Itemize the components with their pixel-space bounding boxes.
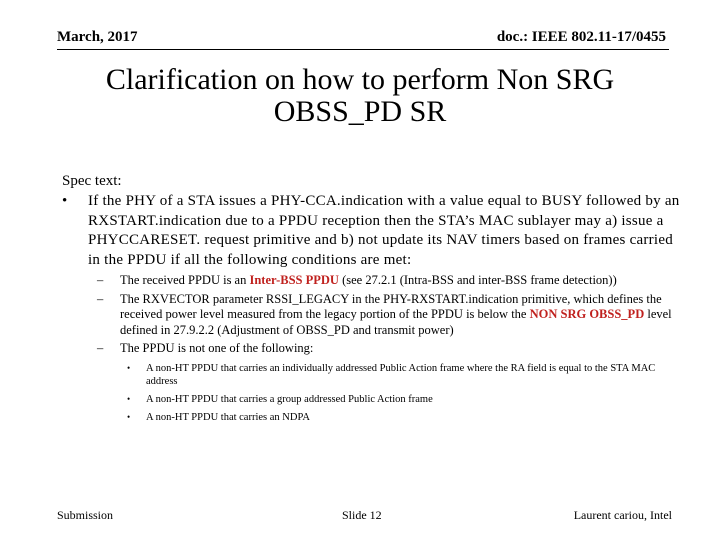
sub-sub-item — [62, 362, 682, 388]
sub-sub-item-text: A non-HT PPDU that carries a group addressed Public Action frame — [146, 393, 433, 405]
sub-sub-item — [62, 411, 682, 424]
slide-title — [0, 64, 720, 128]
spec-heading: Spec text: — [62, 173, 122, 189]
emphasis-inter-bss-ppdu: Inter-BSS PPDU — [249, 273, 339, 287]
title-line-1: Clarification on how to perform Non SRG — [105, 63, 615, 96]
footer-author: Laurent cariou, Intel — [573, 508, 672, 522]
sub-item-inter-bss — [62, 273, 682, 289]
sub-sub-item-text: A non-HT PPDU that carries an NDPA — [146, 411, 310, 423]
title-line-2: OBSS_PD SR — [273, 95, 447, 128]
emphasis-non-srg-obss-pd: NON SRG OBSS_PD — [529, 307, 645, 321]
sub-sub-item-text: A non-HT PPDU that carries an individually addressed Public Action frame where the RA field is equal to the STA MAC address — [146, 362, 656, 387]
bullet-marker: • — [127, 362, 131, 373]
bullet-item — [62, 192, 682, 270]
dash-marker: – — [97, 341, 104, 355]
sub-item-rssi — [62, 292, 682, 339]
slide-header — [57, 29, 669, 50]
sub-item-text — [120, 273, 617, 287]
sub-item-text — [120, 292, 672, 337]
text-segment: The RXVECTOR parameter RSSI_LEGACY in the PHY-RXSTART.indication primitive, which defines the received power level measured from the legacy portion of the PPDU is below the — [120, 291, 662, 321]
sub-item-ppdu-exclusions — [62, 341, 682, 357]
bullet-marker: • — [62, 193, 68, 209]
dash-marker: – — [97, 273, 104, 287]
dash-marker: – — [97, 291, 104, 306]
text-segment: (see 27.2.1 (Intra-BSS and inter-BSS frame detection)) — [338, 273, 617, 287]
slide-body — [62, 172, 682, 424]
footer-slide-number: Slide 12 — [342, 508, 382, 522]
header-doc-number: doc.: IEEE 802.11-17/0455 — [496, 29, 666, 45]
text-segment: The received PPDU is an — [120, 273, 250, 287]
footer-submission: Submission — [57, 508, 114, 522]
bullet-text: If the PHY of a STA issues a PHY-CCA.indication with a value equal to BUSY followed by an RXSTART.indication due to a PPDU reception then the STA’s MAC sublayer may a) issue a PHYCCARESET. request primitive and b) not update its NAV timers based on frames carried in the PPDU if all the following conditions are met: — [88, 193, 680, 268]
sub-item-text: The PPDU is not one of the following: — [120, 341, 314, 355]
text-segment: level defined in 27.9.2.2 (Adjustment of OBSS_PD and transmit power) — [120, 307, 672, 337]
bullet-marker: • — [127, 393, 131, 404]
sub-sub-item — [62, 393, 682, 406]
bullet-marker: • — [127, 411, 131, 422]
header-date: March, 2017 — [57, 29, 138, 45]
